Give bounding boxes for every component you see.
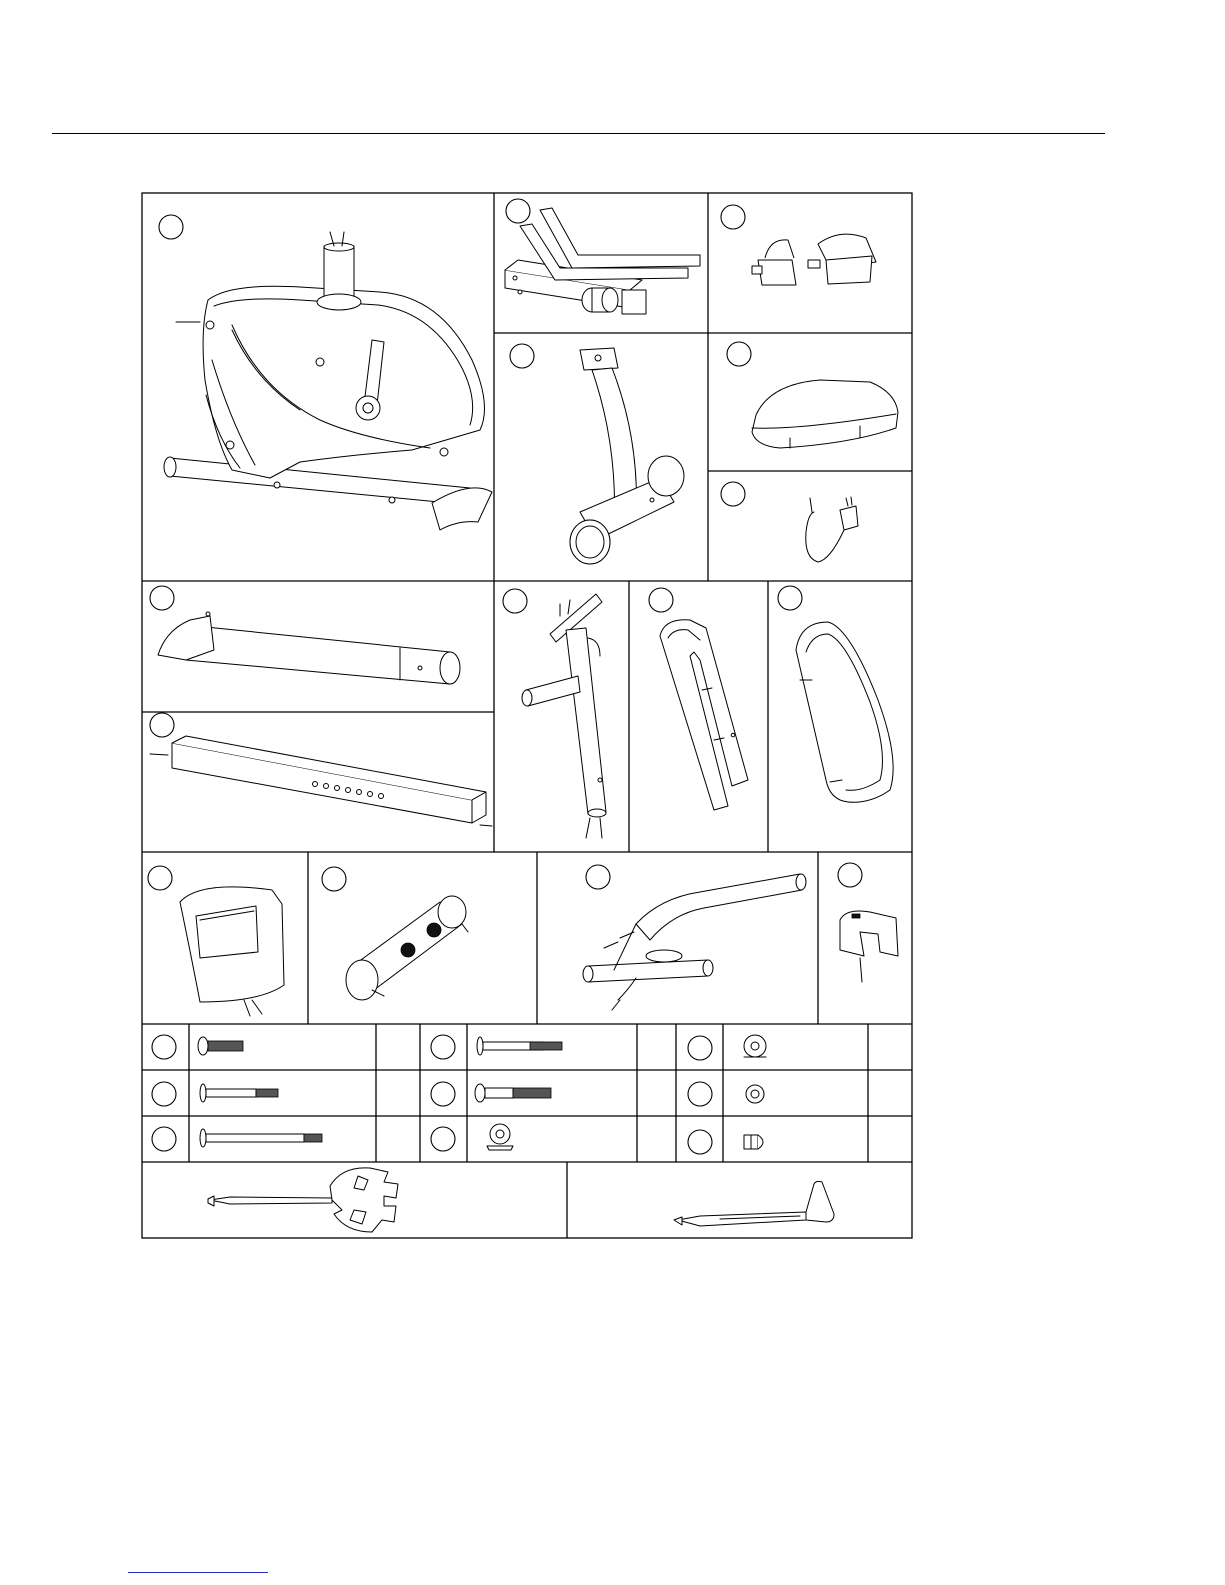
side-handlebar-icon [583, 874, 806, 1010]
extra-long-bolt-icon [200, 1129, 322, 1147]
seat-cushion-icon [752, 380, 898, 448]
front-tube-icon [158, 612, 460, 684]
flat-washer-icon [744, 1035, 766, 1057]
console-icon [180, 887, 284, 1016]
rear-stabilizer-icon [505, 208, 700, 314]
medium-bolt-icon [200, 1084, 278, 1102]
footer-link-underline [128, 1572, 268, 1573]
long-bolt-icon [477, 1037, 562, 1055]
seat-slide-rail-icon [150, 736, 492, 826]
short-bolt-icon [198, 1037, 243, 1055]
main-frame-icon [164, 232, 492, 530]
power-adapter-icon [806, 497, 858, 562]
backrest-frame-icon [660, 620, 748, 810]
spring-washer-icon [746, 1085, 764, 1103]
pedals-icon [752, 234, 876, 285]
seat-post-icon [570, 348, 684, 564]
bracket-cover-icon [840, 911, 898, 982]
curved-washer-icon [487, 1124, 513, 1150]
cap-nut-icon [744, 1135, 763, 1149]
handlebar-post-icon [522, 594, 606, 838]
allen-key-icon [674, 1181, 834, 1226]
multi-wrench-screwdriver-icon [208, 1168, 398, 1232]
backrest-cushion-icon [796, 622, 893, 802]
front-stabilizer-icon [346, 896, 468, 1000]
knurled-bolt-icon [475, 1084, 551, 1102]
